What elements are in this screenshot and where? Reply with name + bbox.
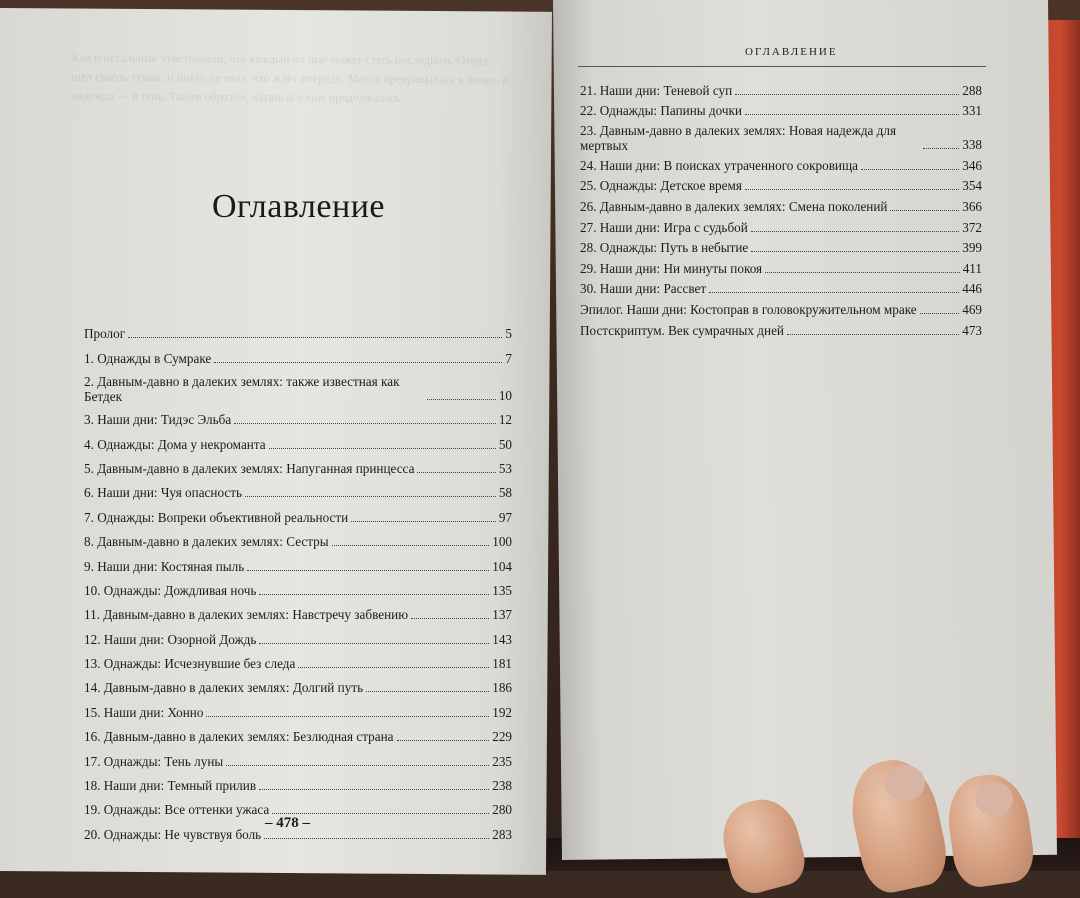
toc-entry	[84, 770, 512, 794]
toc-entry-page: 338	[962, 137, 982, 153]
fingernail	[885, 765, 925, 801]
dot-leader	[351, 521, 496, 522]
dot-leader	[298, 667, 489, 668]
toc-entry-page: 53	[498, 460, 512, 476]
toc-entry	[84, 404, 512, 428]
toc-entry	[84, 550, 512, 574]
fingernail	[975, 782, 1013, 816]
toc-entry-page: 288	[962, 82, 982, 98]
toc-entry-page: 280	[492, 802, 512, 818]
toc-entry-title: 2. Давным-давно в далеких землях: также известная как Бетдек	[84, 373, 400, 404]
toc-entry	[84, 318, 512, 342]
toc-entry-title: 28. Однажды: Путь в небытие	[580, 240, 749, 256]
dot-leader	[269, 448, 496, 449]
toc-entry	[580, 78, 982, 99]
toc-entry	[84, 428, 512, 452]
toc-entry-title: 9. Наши дни: Костяная пыль	[84, 558, 245, 574]
dot-leader	[751, 231, 959, 232]
toc-entry-page: 283	[492, 826, 512, 842]
toc-entry-title: 30. Наши дни: Рассвет	[580, 281, 707, 297]
dot-leader	[427, 399, 496, 400]
dot-leader	[234, 423, 496, 424]
toc-entry-title: Эпилог. Наши дни: Костоправ в головокружительном мраке	[580, 301, 917, 317]
dot-leader	[861, 169, 959, 170]
dot-leader	[787, 334, 959, 335]
toc-entry	[580, 277, 982, 298]
toc-entry	[84, 648, 512, 672]
toc-entry-page: 5	[505, 326, 512, 342]
toc-entry-page: 10	[498, 387, 512, 403]
toc-entry-title: 20. Однажды: Не чувствуя боль	[84, 826, 262, 842]
dot-leader	[214, 362, 502, 363]
toc-entry-title: 13. Однажды: Исчезнувшие без следа	[84, 656, 296, 672]
toc-entry-page: 235	[492, 753, 512, 769]
toc-entry-page: 137	[492, 607, 512, 623]
toc-entry-title: 1. Однажды в Сумраке	[84, 350, 212, 366]
toc-entry-page: 58	[498, 485, 512, 501]
toc-entry-title: 25. Однажды: Детское время	[580, 178, 742, 194]
toc-entry-title: 12. Наши дни: Озорной Дождь	[84, 631, 257, 647]
toc-entry-page: 238	[492, 778, 512, 794]
dot-leader	[206, 716, 489, 717]
dot-leader	[226, 765, 489, 766]
dot-leader	[765, 272, 960, 273]
toc-entry-title: 17. Однажды: Тень луны	[84, 753, 224, 769]
toc-entry	[580, 256, 982, 277]
toc-entry	[84, 477, 512, 501]
toc-entry-page: 181	[492, 656, 512, 672]
toc-entry	[84, 575, 512, 599]
toc-entry	[84, 721, 512, 745]
toc-entry-title: 21. Наши дни: Теневой суп	[580, 82, 733, 98]
toc-entry-title: 24. Наши дни: В поисках утраченного сокровища	[580, 157, 858, 173]
toc-entry-page: 100	[492, 534, 512, 550]
toc-entry-title: Постскриптум. Век сумрачных дней	[580, 322, 784, 338]
dot-leader	[745, 114, 959, 115]
header-rule	[578, 66, 986, 67]
toc-entry	[84, 599, 512, 623]
toc-entry-title: 8. Давным-давно в далеких землях: Сестры	[84, 534, 329, 550]
toc-entry	[580, 99, 982, 120]
toc-entry-title: 26. Давным-давно в далеких землях: Смена поколений	[580, 198, 888, 214]
toc-entry-title: 15. Наши дни: Хонно	[84, 704, 204, 720]
toc-entry-title: 7. Однажды: Вопреки объективной реальности	[84, 509, 349, 525]
toc-entry	[84, 745, 512, 769]
toc-entry-page: 331	[962, 103, 982, 119]
dot-leader	[745, 189, 959, 190]
toc-entry-page: 411	[962, 260, 982, 276]
dot-leader	[709, 292, 959, 293]
toc-entry-page: 366	[962, 198, 982, 214]
toc-entry-title: 6. Наши дни: Чуя опасность	[84, 485, 243, 501]
dot-leader	[259, 789, 489, 790]
toc-entry	[84, 623, 512, 647]
dot-leader	[751, 251, 959, 252]
toc-entry	[580, 318, 982, 339]
toc-entry-page: 50	[498, 436, 512, 452]
toc-entry-page: 399	[962, 240, 982, 256]
dot-leader	[247, 570, 489, 571]
toc-entry-page: 229	[492, 729, 512, 745]
toc-entry	[580, 119, 982, 153]
toc-entry-title: 14. Давным-давно в далеких землях: Долгий путь	[84, 680, 364, 696]
toc-entry-page: 346	[962, 157, 982, 173]
toc-entry	[84, 342, 512, 366]
toc-entry-page: 104	[492, 558, 512, 574]
toc-entry-title: 23. Давным-давно в далеких землях: Новая надежда для мертвых	[580, 123, 897, 154]
toc-entry-page: 143	[492, 631, 512, 647]
toc-entry-page: 469	[962, 301, 982, 317]
dot-leader	[920, 313, 960, 314]
toc-entry	[580, 174, 982, 195]
toc-entry	[84, 696, 512, 720]
dot-leader	[735, 94, 959, 95]
toc-entry	[84, 526, 512, 550]
toc-entry-title: 18. Наши дни: Темный прилив	[84, 778, 257, 794]
bleed-through-text: Кай и остальные чувствовали, что каждый их шаг может стать последним. Отряд шёл сквозь туман, и никто не знал, что ждёт впереди. Магия превращалась в пепел, а надежда — в тень. Таким образом, жизнь все еще продолжалась.	[71, 50, 508, 105]
toc-entry-title: 27. Наши дни: Игра с судьбой	[580, 219, 748, 235]
toc-entry-page: 192	[492, 704, 512, 720]
toc-entry	[580, 297, 982, 318]
running-head: ОГЛАВЛЕНИЕ	[745, 46, 838, 58]
dot-leader	[128, 337, 502, 338]
page-title: Оглавление	[212, 188, 385, 225]
dot-leader	[264, 838, 489, 839]
toc-list-right	[580, 78, 982, 339]
dot-leader	[890, 210, 959, 211]
toc-entry-page: 446	[962, 281, 982, 297]
dot-leader	[923, 148, 959, 149]
dot-leader	[259, 594, 489, 595]
toc-entry-title: 29. Наши дни: Ни минуты покоя	[580, 260, 763, 276]
toc-entry	[580, 153, 982, 174]
dot-leader	[397, 740, 490, 741]
dot-leader	[332, 545, 490, 546]
toc-entry	[84, 672, 512, 696]
toc-entry	[84, 367, 512, 404]
toc-entry-page: 7	[505, 350, 512, 366]
toc-entry-page: 97	[498, 509, 512, 525]
toc-entry-title: 10. Однажды: Дождливая ночь	[84, 582, 257, 598]
page-number: – 478 –	[265, 815, 310, 831]
toc-entry	[84, 501, 512, 525]
toc-entry-title: 19. Однажды: Все оттенки ужаса	[84, 802, 270, 818]
toc-entry-title: 3. Наши дни: Тидэс Эльба	[84, 412, 232, 428]
toc-entry	[84, 453, 512, 477]
toc-entry-title: 22. Однажды: Папины дочки	[580, 103, 742, 119]
toc-entry-title: Пролог	[84, 326, 126, 342]
dot-leader	[411, 618, 489, 619]
toc-entry-page: 473	[962, 322, 982, 338]
toc-entry	[580, 194, 982, 215]
toc-entry-page: 135	[492, 582, 512, 598]
dot-leader	[417, 472, 495, 473]
dot-leader	[245, 496, 496, 497]
toc-entry-page: 354	[962, 178, 982, 194]
toc-entry-title: 16. Давным-давно в далеких землях: Безлюдная страна	[84, 729, 394, 745]
toc-entry	[580, 215, 982, 236]
toc-entry-title: 4. Однажды: Дома у некроманта	[84, 436, 266, 452]
toc-list-left	[84, 318, 512, 843]
toc-entry-page: 12	[498, 412, 512, 428]
toc-entry-page: 186	[492, 680, 512, 696]
toc-entry-title: 5. Давным-давно в далеких землях: Напуганная принцесса	[84, 460, 415, 476]
dot-leader	[259, 643, 489, 644]
toc-entry-title: 11. Давным-давно в далеких землях: Навстречу забвению	[84, 607, 409, 623]
toc-entry	[580, 236, 982, 257]
dot-leader	[366, 691, 489, 692]
toc-entry-page: 372	[962, 219, 982, 235]
